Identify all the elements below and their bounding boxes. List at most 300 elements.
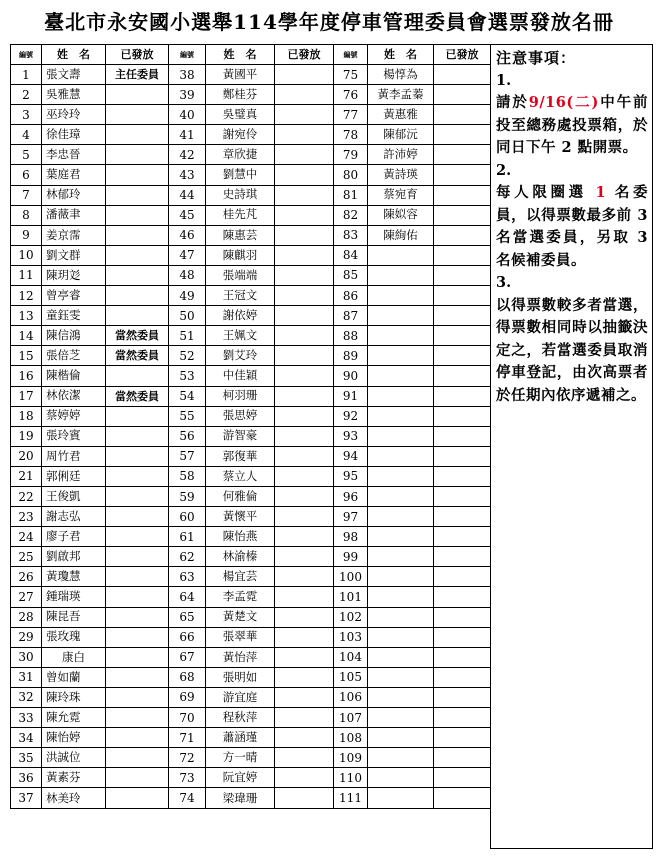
member-number: 10 <box>11 245 42 265</box>
note-2-text-b: 名委員，以得票數最多前 3 名當選委員，另取 3 名候補委員。 <box>496 184 649 269</box>
member-number: 53 <box>169 366 206 386</box>
member-name <box>368 527 434 547</box>
member-number: 2 <box>11 85 42 105</box>
member-number: 69 <box>169 687 206 707</box>
table-row <box>11 286 491 306</box>
member-number: 39 <box>169 85 206 105</box>
header-no: 編號 <box>11 45 42 65</box>
member-number: 58 <box>169 466 206 486</box>
member-name: 程秋萍 <box>206 708 275 728</box>
issued-cell <box>106 708 169 728</box>
roster-table <box>10 44 491 809</box>
issued-cell <box>434 145 491 165</box>
issued-cell <box>275 145 334 165</box>
member-number: 60 <box>169 507 206 527</box>
issued-cell: 當然委員 <box>106 326 169 346</box>
member-name <box>368 567 434 587</box>
issued-cell <box>106 507 169 527</box>
issued-cell <box>106 265 169 285</box>
member-number: 71 <box>169 728 206 748</box>
note-1-number: 1. <box>496 71 512 89</box>
member-number: 7 <box>11 185 42 205</box>
member-name <box>368 748 434 768</box>
note-2-text-a: 每人限圈選 <box>496 184 587 201</box>
member-number: 56 <box>169 426 206 446</box>
issued-cell <box>434 607 491 627</box>
member-number: 55 <box>169 406 206 426</box>
issued-cell <box>275 125 334 145</box>
issued-cell <box>275 205 334 225</box>
issued-cell <box>275 547 334 567</box>
member-number: 22 <box>11 486 42 506</box>
member-name: 陳麒羽 <box>206 245 275 265</box>
table-row <box>11 466 491 486</box>
member-number: 80 <box>334 165 368 185</box>
note-1-date: 9/16(二) <box>528 94 599 111</box>
member-name: 蔡立人 <box>206 466 275 486</box>
member-name: 黃素芬 <box>42 768 106 788</box>
member-number: 43 <box>169 165 206 185</box>
issued-cell <box>275 406 334 426</box>
issued-cell <box>434 165 491 185</box>
member-name: 王姵文 <box>206 326 275 346</box>
issued-cell <box>106 446 169 466</box>
member-number: 1 <box>11 65 42 85</box>
member-name: 阮宜婷 <box>206 768 275 788</box>
issued-cell <box>106 788 169 809</box>
member-name: 黃瓊慧 <box>42 567 106 587</box>
table-row <box>11 326 491 346</box>
issued-cell <box>275 587 334 607</box>
member-name: 張翠華 <box>206 627 275 647</box>
member-number: 73 <box>169 768 206 788</box>
issued-cell <box>106 466 169 486</box>
member-number: 100 <box>334 567 368 587</box>
note-3-number: 3. <box>496 274 512 291</box>
issued-cell <box>434 728 491 748</box>
member-number: 93 <box>334 426 368 446</box>
member-name: 巫玲玲 <box>42 105 106 125</box>
member-name: 黃李孟蓁 <box>368 85 434 105</box>
table-row <box>11 225 491 245</box>
member-name <box>368 728 434 748</box>
member-number: 77 <box>334 105 368 125</box>
member-number: 13 <box>11 306 42 326</box>
member-number: 15 <box>11 346 42 366</box>
member-name: 蔡婷婷 <box>42 406 106 426</box>
member-number: 102 <box>334 607 368 627</box>
issued-cell <box>106 607 169 627</box>
header-issued: 已發放 <box>106 45 169 65</box>
issued-cell <box>434 687 491 707</box>
issued-cell <box>275 265 334 285</box>
note-2-count: 1 <box>595 184 607 201</box>
member-number: 33 <box>11 708 42 728</box>
member-number: 20 <box>11 446 42 466</box>
member-number: 76 <box>334 85 368 105</box>
member-name: 陳怡燕 <box>206 527 275 547</box>
member-number: 82 <box>334 205 368 225</box>
page-title: 臺北市永安國小選舉114學年度停車管理委員會選票發放名冊 <box>44 10 614 34</box>
member-number: 52 <box>169 346 206 366</box>
issued-cell <box>275 105 334 125</box>
note-1-text-a: 請於 <box>496 94 529 111</box>
member-number: 70 <box>169 708 206 728</box>
member-name: 吳璧真 <box>206 105 275 125</box>
member-name: 史詩琪 <box>206 185 275 205</box>
issued-cell <box>275 165 334 185</box>
member-number: 111 <box>334 788 368 809</box>
header-name: 姓 名 <box>206 45 275 65</box>
member-number: 36 <box>11 768 42 788</box>
issued-cell: 主任委員 <box>106 65 169 85</box>
table-row <box>11 406 491 426</box>
member-name: 黃詩瑛 <box>368 165 434 185</box>
member-number: 105 <box>334 667 368 687</box>
issued-cell: 當然委員 <box>106 346 169 366</box>
member-number: 64 <box>169 587 206 607</box>
issued-cell <box>106 306 169 326</box>
table-row <box>11 165 491 185</box>
issued-cell <box>434 708 491 728</box>
member-name <box>368 607 434 627</box>
table-row <box>11 647 491 667</box>
member-name: 黃懷平 <box>206 507 275 527</box>
table-row <box>11 708 491 728</box>
member-name: 謝宛伶 <box>206 125 275 145</box>
notes-panel <box>490 44 653 849</box>
member-number: 88 <box>334 326 368 346</box>
issued-cell <box>434 587 491 607</box>
issued-cell <box>275 687 334 707</box>
issued-cell <box>106 225 169 245</box>
member-number: 81 <box>334 185 368 205</box>
member-name <box>368 486 434 506</box>
member-name: 張文壽 <box>42 65 106 85</box>
member-number: 26 <box>11 567 42 587</box>
table-row <box>11 788 491 809</box>
issued-cell <box>275 326 334 346</box>
member-name <box>368 627 434 647</box>
issued-cell <box>434 185 491 205</box>
member-name: 陳允霓 <box>42 708 106 728</box>
member-name: 陳楷倫 <box>42 366 106 386</box>
member-number: 84 <box>334 245 368 265</box>
issued-cell <box>275 65 334 85</box>
member-number: 96 <box>334 486 368 506</box>
issued-cell <box>434 627 491 647</box>
issued-cell <box>275 527 334 547</box>
issued-cell <box>275 667 334 687</box>
table-row <box>11 145 491 165</box>
member-number: 54 <box>169 386 206 406</box>
issued-cell <box>106 366 169 386</box>
member-name: 張玲賓 <box>42 426 106 446</box>
issued-cell <box>434 446 491 466</box>
member-number: 23 <box>11 507 42 527</box>
member-number: 25 <box>11 547 42 567</box>
table-row <box>11 527 491 547</box>
member-number: 92 <box>334 406 368 426</box>
member-number: 14 <box>11 326 42 346</box>
member-name: 鍾瑞瑛 <box>42 587 106 607</box>
member-name: 陳昆吾 <box>42 607 106 627</box>
table-row <box>11 205 491 225</box>
member-name: 葉庭君 <box>42 165 106 185</box>
issued-cell <box>275 788 334 809</box>
member-number: 72 <box>169 748 206 768</box>
issued-cell <box>434 245 491 265</box>
member-name: 黃楚文 <box>206 607 275 627</box>
member-name <box>368 466 434 486</box>
member-name: 鄭桂芬 <box>206 85 275 105</box>
member-number: 49 <box>169 286 206 306</box>
member-number: 30 <box>11 647 42 667</box>
member-number: 101 <box>334 587 368 607</box>
member-name: 陳玲珠 <box>42 687 106 707</box>
member-name: 方一晴 <box>206 748 275 768</box>
member-name <box>368 667 434 687</box>
issued-cell <box>434 567 491 587</box>
table-row <box>11 587 491 607</box>
member-number: 57 <box>169 446 206 466</box>
issued-cell <box>434 125 491 145</box>
member-name: 蔡宛育 <box>368 185 434 205</box>
issued-cell <box>106 748 169 768</box>
member-number: 18 <box>11 406 42 426</box>
issued-cell <box>434 85 491 105</box>
member-name <box>368 346 434 366</box>
member-name: 楊宜芸 <box>206 567 275 587</box>
header-name: 姓 名 <box>42 45 106 65</box>
member-name: 張倍芝 <box>42 346 106 366</box>
table-row <box>11 627 491 647</box>
issued-cell: 當然委員 <box>106 386 169 406</box>
table-row <box>11 346 491 366</box>
member-name: 周竹君 <box>42 446 106 466</box>
member-name: 游宜庭 <box>206 687 275 707</box>
issued-cell <box>275 507 334 527</box>
table-row <box>11 768 491 788</box>
member-name: 謝依婷 <box>206 306 275 326</box>
issued-cell <box>106 486 169 506</box>
member-number: 68 <box>169 667 206 687</box>
member-number: 104 <box>334 647 368 667</box>
member-number: 4 <box>11 125 42 145</box>
header-name: 姓 名 <box>368 45 434 65</box>
issued-cell <box>434 527 491 547</box>
member-number: 40 <box>169 105 206 125</box>
table-row <box>11 486 491 506</box>
note-2-number: 2. <box>496 161 512 179</box>
member-number: 48 <box>169 265 206 285</box>
member-number: 85 <box>334 265 368 285</box>
member-name <box>368 547 434 567</box>
member-number: 50 <box>169 306 206 326</box>
member-number: 44 <box>169 185 206 205</box>
issued-cell <box>275 627 334 647</box>
member-number: 98 <box>334 527 368 547</box>
issued-cell <box>106 125 169 145</box>
member-number: 37 <box>11 788 42 809</box>
member-name: 陳姒容 <box>368 205 434 225</box>
member-number: 8 <box>11 205 42 225</box>
member-name: 康白 <box>42 647 106 667</box>
issued-cell <box>275 466 334 486</box>
member-number: 16 <box>11 366 42 386</box>
member-name <box>368 386 434 406</box>
table-row <box>11 185 491 205</box>
member-name: 王冠文 <box>206 286 275 306</box>
member-name: 潘薇聿 <box>42 205 106 225</box>
issued-cell <box>434 366 491 386</box>
member-name: 黃國平 <box>206 65 275 85</box>
member-name <box>368 286 434 306</box>
issued-cell <box>275 286 334 306</box>
table-row <box>11 687 491 707</box>
table-row <box>11 426 491 446</box>
issued-cell <box>434 225 491 245</box>
table-header-row <box>11 45 491 65</box>
issued-cell <box>275 607 334 627</box>
member-number: 61 <box>169 527 206 547</box>
member-name: 桂先芃 <box>206 205 275 225</box>
member-number: 46 <box>169 225 206 245</box>
member-name: 郭復華 <box>206 446 275 466</box>
issued-cell <box>434 105 491 125</box>
issued-cell <box>275 306 334 326</box>
member-name: 梁瑋珊 <box>206 788 275 809</box>
member-name: 林郁玲 <box>42 185 106 205</box>
member-number: 74 <box>169 788 206 809</box>
issued-cell <box>106 185 169 205</box>
member-number: 83 <box>334 225 368 245</box>
member-name: 游智豪 <box>206 426 275 446</box>
roster-body <box>11 65 491 809</box>
member-name: 黃惠雅 <box>368 105 434 125</box>
issued-cell <box>275 85 334 105</box>
issued-cell <box>106 205 169 225</box>
member-number: 45 <box>169 205 206 225</box>
table-row <box>11 748 491 768</box>
member-name: 曾亭睿 <box>42 286 106 306</box>
issued-cell <box>434 768 491 788</box>
table-row <box>11 85 491 105</box>
member-name: 柯羽珊 <box>206 386 275 406</box>
issued-cell <box>434 386 491 406</box>
member-number: 91 <box>334 386 368 406</box>
member-name: 中佳穎 <box>206 366 275 386</box>
header-no: 編號 <box>169 45 206 65</box>
issued-cell <box>106 527 169 547</box>
member-number: 107 <box>334 708 368 728</box>
issued-cell <box>106 245 169 265</box>
member-name: 吳雅慧 <box>42 85 106 105</box>
member-number: 19 <box>11 426 42 446</box>
member-number: 41 <box>169 125 206 145</box>
member-number: 110 <box>334 768 368 788</box>
member-number: 6 <box>11 165 42 185</box>
member-name: 廖子君 <box>42 527 106 547</box>
issued-cell <box>275 346 334 366</box>
member-name: 黃怡萍 <box>206 647 275 667</box>
member-number: 106 <box>334 687 368 707</box>
issued-cell <box>275 366 334 386</box>
issued-cell <box>434 306 491 326</box>
member-number: 94 <box>334 446 368 466</box>
issued-cell <box>275 225 334 245</box>
member-number: 27 <box>11 587 42 607</box>
issued-cell <box>106 105 169 125</box>
member-name: 張思婷 <box>206 406 275 426</box>
member-name <box>368 587 434 607</box>
issued-cell <box>106 687 169 707</box>
issued-cell <box>434 406 491 426</box>
member-name <box>368 306 434 326</box>
member-name: 張明如 <box>206 667 275 687</box>
member-name: 林依潔 <box>42 386 106 406</box>
member-number: 17 <box>11 386 42 406</box>
issued-cell <box>106 647 169 667</box>
table-row <box>11 607 491 627</box>
member-number: 24 <box>11 527 42 547</box>
table-row <box>11 65 491 85</box>
member-name <box>368 647 434 667</box>
issued-cell <box>106 667 169 687</box>
issued-cell <box>275 768 334 788</box>
note-3: 以得票數較多者當選，得票數相同時以抽籤決定之，若當選委員取消停車登記，由次高票者於任期內依序遞補之。 <box>496 296 648 404</box>
issued-cell <box>275 185 334 205</box>
member-number: 28 <box>11 607 42 627</box>
member-name: 林美玲 <box>42 788 106 809</box>
issued-cell <box>275 245 334 265</box>
table-row <box>11 245 491 265</box>
member-name: 王俊凱 <box>42 486 106 506</box>
notes-heading: 注意事項： <box>496 49 577 67</box>
issued-cell <box>106 85 169 105</box>
issued-cell <box>434 788 491 809</box>
table-row <box>11 366 491 386</box>
member-name: 徐佳璋 <box>42 125 106 145</box>
member-number: 42 <box>169 145 206 165</box>
note-1-text-b: 中午前投至總務處投票箱，於同日下午 2 點開票。 <box>496 94 649 156</box>
member-number: 109 <box>334 748 368 768</box>
table-row <box>11 306 491 326</box>
member-name: 陳怡婷 <box>42 728 106 748</box>
member-number: 108 <box>334 728 368 748</box>
member-name: 蕭涵瑾 <box>206 728 275 748</box>
member-name: 童鈺雯 <box>42 306 106 326</box>
member-name: 陳玥彣 <box>42 265 106 285</box>
member-name <box>368 446 434 466</box>
member-number: 35 <box>11 748 42 768</box>
member-name: 謝志弘 <box>42 507 106 527</box>
table-row <box>11 446 491 466</box>
member-name: 劉慧中 <box>206 165 275 185</box>
issued-cell <box>275 748 334 768</box>
issued-cell <box>275 486 334 506</box>
issued-cell <box>275 647 334 667</box>
member-name: 郭俐廷 <box>42 466 106 486</box>
issued-cell <box>275 567 334 587</box>
table-row <box>11 547 491 567</box>
member-number: 31 <box>11 667 42 687</box>
member-number: 32 <box>11 687 42 707</box>
note-1 <box>496 92 648 160</box>
issued-cell <box>434 647 491 667</box>
issued-cell <box>106 567 169 587</box>
issued-cell <box>275 728 334 748</box>
